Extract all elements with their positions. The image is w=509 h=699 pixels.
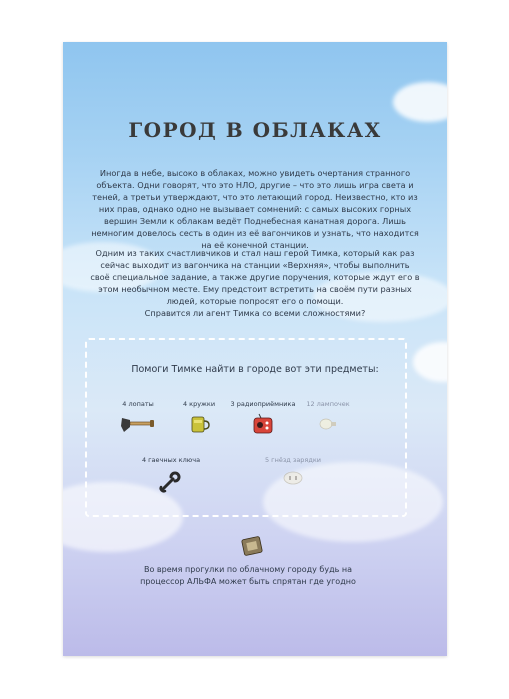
item-label: 4 гаечных ключа xyxy=(141,456,201,464)
item-label: 5 гнёзд зарядки xyxy=(264,456,321,464)
item-label: 3 радиоприёмника xyxy=(230,400,296,408)
lightbulb-icon xyxy=(316,412,340,436)
charging-socket-icon xyxy=(281,468,305,488)
story-paragraph: Одним из таких счастливчиков и стал наш герой Тимка, который как раз сейчас выходит из вагончика на станции «Верхняя», чтобы выполнить своё специальное задание, а также другие поручения, которые ждут его в этом необычном месте. Ему предстоит встретить на своём пути разных людей, которые попросят его о помощи. xyxy=(90,248,420,306)
radio-icon xyxy=(251,412,275,436)
item-label: 12 лампочек xyxy=(306,400,350,408)
footer-line-2: процессор АЛЬФА может быть спрятан где угодно xyxy=(140,577,356,586)
footer-line-1: Во время прогулки по облачному городу будь на xyxy=(143,565,352,574)
item-charging-sockets xyxy=(253,456,333,488)
shovel-icon xyxy=(118,412,158,436)
item-wrenches xyxy=(131,456,211,494)
cloud xyxy=(413,342,447,382)
intro-paragraph: Иногда в небе, высоко в облаках, можно увидеть очертания странного объекта. Одни говорят, что это НЛО, другие – что это лишь игра света и теней, а третьи утверждают, что это летающий город. Неизвестно, кто из них прав, однако одно не вызывает сомнений: с самых высоких горных вершин Земли к облакам ведёт Поднебесная канатная дорога. Лишь немногим довелось сесть в один из её вагончиков и узнать, что находится на её конечной станции. xyxy=(91,168,419,250)
page-title: ГОРОД В ОБЛАКАХ xyxy=(128,118,382,142)
item-label: 4 лопаты xyxy=(122,400,154,408)
question-paragraph: Справится ли агент Тимка со всеми сложностями? xyxy=(144,308,366,318)
mug-icon xyxy=(187,412,211,436)
search-box-title: Помоги Тимке найти в городе вот эти предметы: xyxy=(131,364,379,375)
cloud xyxy=(393,82,447,122)
wrench-icon xyxy=(158,468,184,494)
book-page xyxy=(63,42,447,656)
item-lightbulbs xyxy=(288,400,368,436)
item-label: 4 кружки xyxy=(182,400,216,408)
footer-text xyxy=(83,564,413,588)
processor-chip-icon xyxy=(239,534,265,558)
